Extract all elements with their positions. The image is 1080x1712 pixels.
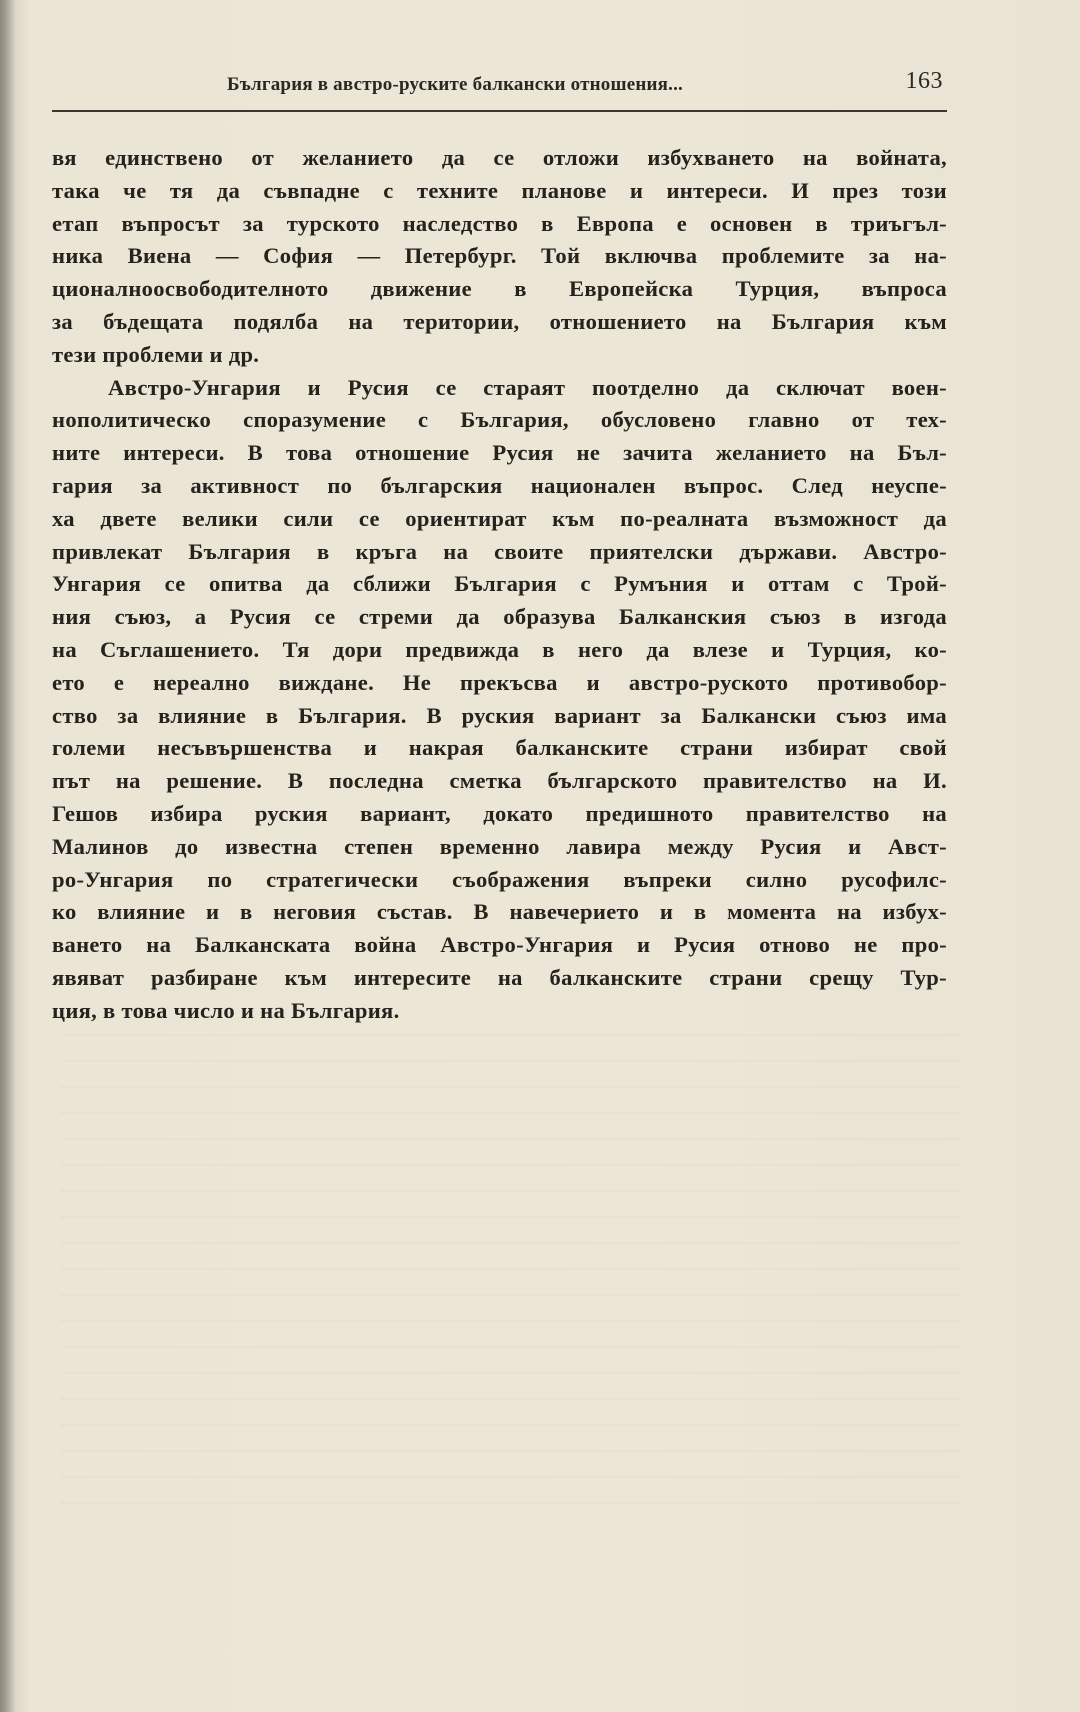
text-line: вя единствено от желанието да се отложи избухването на войната, <box>52 145 947 170</box>
text-line: нополитическо споразумение с България, обусловено главно от тех- <box>52 407 947 433</box>
text-line: ния съюз, а Русия се стреми да образува Балканския съюз в изгода <box>52 604 947 630</box>
text-line: за бъдещата подялба на територии, отношението на България към <box>52 308 947 334</box>
text-line: ването на Балканската война Австро-Унгария и Русия отново не про- <box>52 932 947 958</box>
text-line: ето е нереално виждане. Не прекъсва и австро-руското противобор- <box>52 669 947 695</box>
text-line: ха двете велики сили се ориентират към по-реалната възможност да <box>52 505 947 531</box>
header-rule <box>52 110 947 112</box>
text-line: Малинов до известна степен временно лавира между Русия и Авст- <box>52 833 947 859</box>
text-line: ство за влияние в България. В руския вариант за Балкански съюз има <box>52 702 947 728</box>
text-line: тези проблеми и др. <box>52 341 260 367</box>
running-title: България в австро-руските балкански отношения... <box>227 74 683 95</box>
text-line: етап въпросът за турското наследство в Европа е основен в триъгъл- <box>52 210 947 236</box>
text-line: ните интереси. В това отношение Русия не зачита желанието на Бъл- <box>52 440 947 466</box>
text-line: път на решение. В последна сметка българското правителство на И. <box>52 768 947 794</box>
text-line: ция, в това число и на България. <box>52 997 400 1023</box>
text-line: явяват разбиране към интересите на балканските страни срещу Тур- <box>52 964 947 990</box>
text-line: ко влияние и в неговия състав. В навечерието и в момента на избух- <box>52 899 947 925</box>
running-head <box>52 60 947 110</box>
text-line: гария за активност по българския национален въпрос. След неуспе- <box>52 472 947 498</box>
text-line: големи несъвършенства и накрая балканските страни избират свой <box>52 735 947 761</box>
text-line: привлекат България в кръга на своите приятелски държави. Австро- <box>52 538 947 564</box>
body-text <box>52 142 947 1028</box>
text-line: Гешов избира руския вариант, докато предишното правителство на <box>52 800 947 826</box>
text-line: ро-Унгария по стратегически съображения въпреки силно русофилс- <box>52 866 947 892</box>
show-through-texture <box>60 1010 960 1510</box>
text-line: ционалноосвободителното движение в Европейска Турция, въпроса <box>52 276 947 302</box>
gutter-shadow <box>0 0 16 1712</box>
text-line: Унгария се опитва да сближи България с Румъния и оттам с Трой- <box>52 571 947 597</box>
page-number: 163 <box>905 68 943 94</box>
text-line: на Съглашението. Тя дори предвижда в него да влезе и Турция, ко- <box>52 636 947 662</box>
text-line: така че тя да съвпадне с техните планове и интереси. И през този <box>52 177 947 203</box>
text-line: ника Виена — София — Петербург. Той включва проблемите за на- <box>52 243 947 269</box>
text-line: Австро-Унгария и Русия се стараят поотделно да сключат воен- <box>108 374 947 400</box>
